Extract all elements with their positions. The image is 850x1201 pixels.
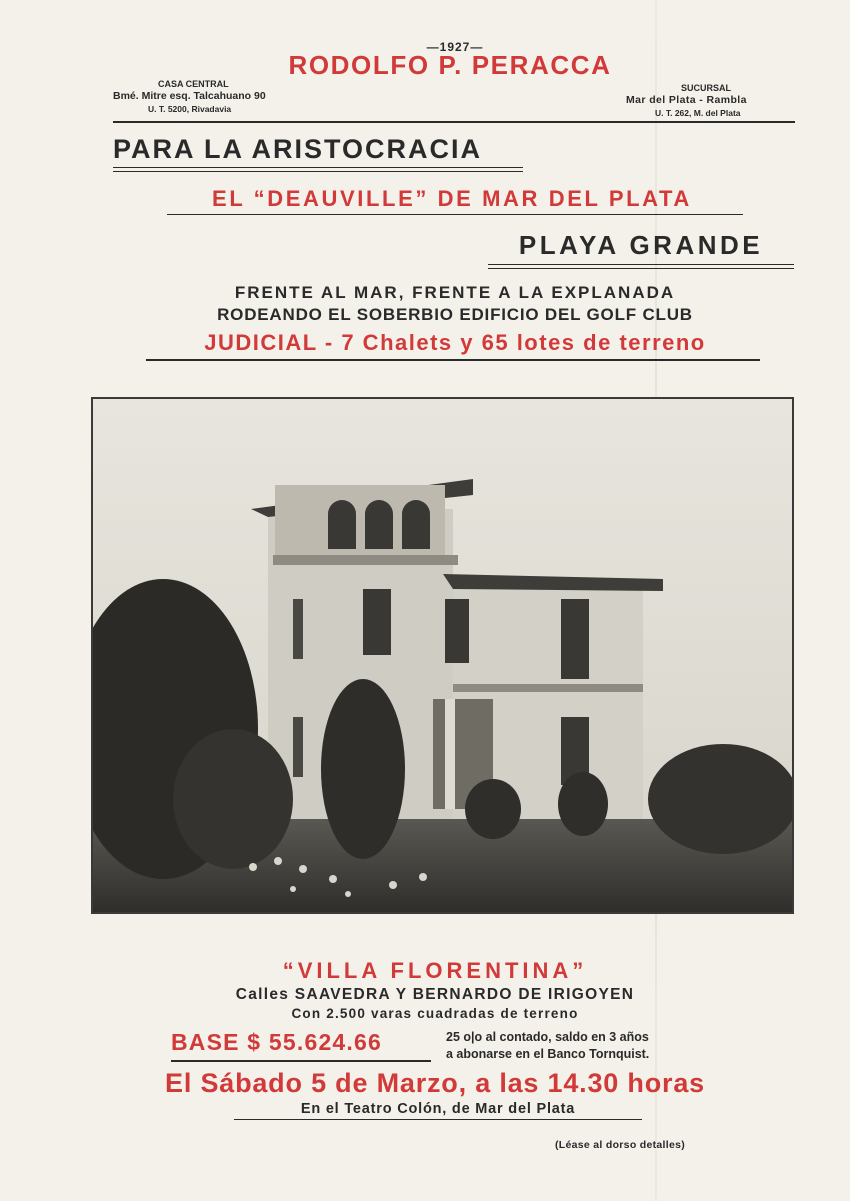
payment-terms-line1: 25 o|o al contado, saldo en 3 años [446,1030,649,1044]
streets-line: Calles SAAVEDRA Y BERNARDO DE IRIGOYEN [235,986,635,1003]
subline-golf-club: RODEANDO EL SOBERBIO EDIFICIO DEL GOLF CLUB [217,305,693,324]
auction-venue: En el Teatro Colón, de Mar del Plata [300,1101,576,1117]
base-price: BASE $ 55.624.66 [171,1029,382,1055]
central-office-label: CASA CENTRAL [158,79,229,89]
headline-deauville: EL “DEAUVILLE” DE MAR DEL PLATA [212,186,692,211]
payment-terms-line2: a abonarse en el Banco Tornquist. [446,1047,650,1061]
headline-playa-grande: PLAYA GRANDE [518,230,764,260]
headline3-underline [488,264,794,265]
branch-office-address: Mar del Plata - Rambla [626,94,747,106]
brand-name: RODOLFO P. PERACCA [288,50,612,80]
area-line: Con 2.500 varas cuadradas de terreno [291,1006,579,1021]
headline2-underline [167,214,743,215]
judicial-underline [146,359,760,361]
villa-name: “VILLA FLORENTINA” [282,958,588,983]
auction-date: El Sábado 5 de Marzo, a las 14.30 horas [165,1068,705,1098]
villa-photograph-art [93,399,792,912]
subline-frente-al-mar: FRENTE AL MAR, FRENTE A LA EXPLANADA [234,283,676,302]
headline1-underline [113,167,523,168]
central-office-address: Bmé. Mitre esq. Talcahuano 90 [113,90,266,102]
base-underline [171,1060,431,1062]
header-rule [113,121,795,123]
branch-office-label: SUCURSAL [681,83,732,93]
headline3-underline-2 [488,268,794,269]
central-office-phone: U. T. 5200, Rivadavia [148,104,232,114]
venue-underline [234,1119,642,1120]
year-label: —1927— [426,40,484,54]
headline-aristocracia: PARA LA ARISTOCRACIA [113,134,482,164]
reverse-side-note: (Léase al dorso detalles) [555,1139,686,1151]
villa-photograph [91,397,794,914]
judicial-line: JUDICIAL - 7 Chalets y 65 lotes de terreno [204,330,706,355]
headline1-underline-2 [113,171,523,172]
branch-office-phone: U. T. 262, M. del Plata [655,108,741,118]
